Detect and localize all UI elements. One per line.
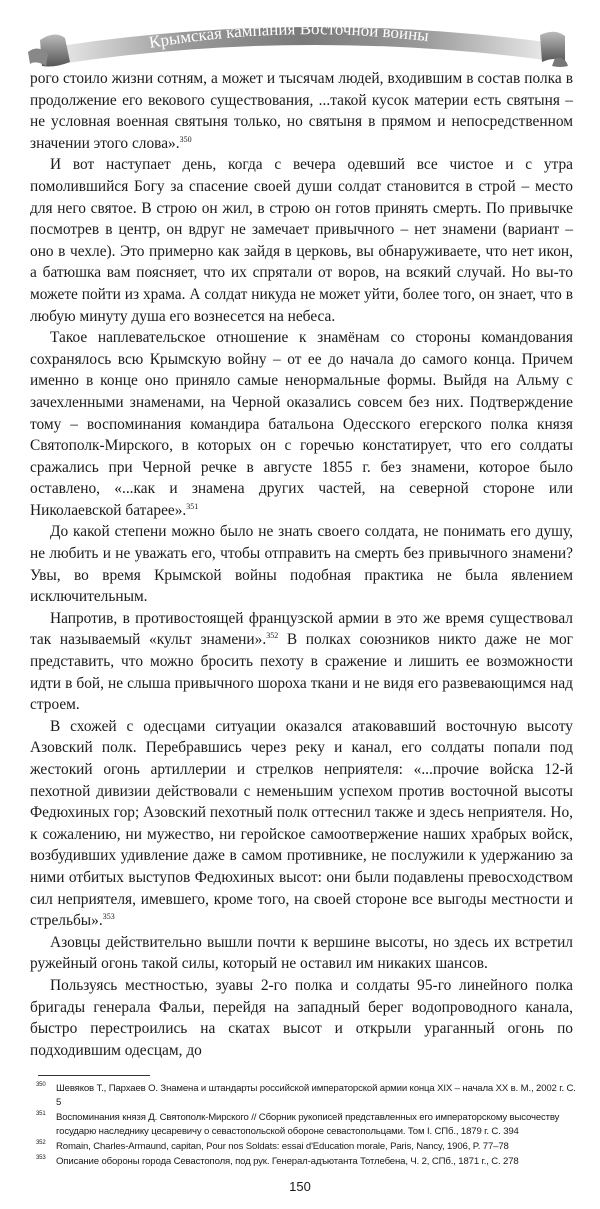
paragraph [30,154,573,327]
footnote [36,1140,576,1154]
paragraph-text: Пользуясь местностью, зуавы 2-го полка и солдаты 95-го линейного полка бригады генерала Фальи, перейдя на западный берег водопроводного канала, быстро перестроились на скатах высот и открыли ураганный огонь по подходившим одесцам, до [30,976,573,1059]
footnote [36,1082,576,1110]
paragraph [30,521,573,607]
paragraph-text: Азовцы действительно вышли почти к вершине высоты, но здесь их встретил ружейный огонь такой силы, который не оставил им никаких шансов. [30,933,573,973]
page-number: 150 [289,1179,311,1195]
footnotes [36,1082,576,1169]
footnote-reference[interactable]: 353 [102,912,115,922]
paragraph [30,716,573,932]
footnote-number: 350 [36,1082,46,1089]
footnote [36,1155,576,1169]
footnote-reference[interactable]: 351 [186,501,199,511]
paragraph-text: И вот наступает день, когда с вечера одевший все чистое и с утра помолившийся Богу за спасение своей души солдат становится в строй – место для него святое. В строю он жил, в строю он готов принять смерть. По привычке посмотрев в центр, он вдруг не замечает привычного – нет знамени (вариант – оно в чехле). Это примерно как зайдя в церковь, вы обнаруживаете, что нет икон, а батюшка вам поясняет, что их спрятали от воров, на всякий случай. Но вы-то можете пойти из храма. А солдат никуда не может уйти, более того, он знает, что в любую минуту душа его вознесется на небеса. [30,156,573,325]
footnote-reference[interactable]: 352 [266,631,279,641]
paragraph-text: В схожей с одесцами ситуации оказался атаковавший восточную высоту Азовский полк. Перебравшись через реку и канал, его солдаты попали под жестокий огонь артиллерии и стрелков неприятеля: «...прочие войска 12-й пехотной дивизии действовали с неменьшим успехом против восточной высоты Федюхиных гор; Азовский пехотный полк оттеснил также и здесь неприятеля. Но, к сожалению, ни мужество, ни геройское самоотвержение наших храбрых войск, возбудивших удивление даже в самом противнике, не послужили к удержанию за ними отбитых выступов Федюхиных высот: они были подавлены превосходством сил неприятеля, имевшего, кроме того, на своей стороне все выгоды местности и стрельбы». [30,717,573,930]
paragraph-text: В полках союзников никто даже не мог представить, что можно бросить пехоту в сражение и лишить ее возможности идти в бой, не слыша привычного шороха ткани и не видя его развевающимся над строем. [30,631,573,714]
footnote-text: Описание обороны города Севастополя, под рук. Генерал-адъютанта Тотлебена, Ч. 2, СПб., 1871 г., С. 278 [56,1156,519,1168]
paragraph-text: Такое наплевательское отношение к знамёнам со стороны командования сохранялось всю Крымскую войну – от ее до начала до самого конца. Причем именно в конце оно приняло самые ненормальные формы. Выйдя на Альму с зачехленными знаменами, на Черной оказались совсем без них. Подтверждение тому – воспоминания командира батальона Одесского егерского полка князя Святополк-Мирского, в которых он с горечью констатирует, что его солдаты сражались при Черной речке в августе 1855 г. без знамени, которое было оставлено, «...как и знамена других частей, на северной стороне или Николаевской батарее». [30,329,573,519]
paragraph [30,975,573,1061]
paragraph [30,327,573,521]
header-ribbon-banner [0,0,600,68]
footnote [36,1111,576,1139]
footnote-number: 351 [36,1111,46,1118]
footnote-text: Шевяков Т., Пархаев О. Знамена и штандарты российской императорской армии конца XIX – начала XX в. М., 2002 г. С. 5 [56,1083,576,1109]
footnote-text: Romain, Charles-Armaund, capitan, Pour nos Soldats: essai d'Education morale, Paris, Nancy, 1906, P. 77–78 [56,1141,509,1153]
footnote-number: 353 [36,1155,46,1162]
footnote-reference[interactable]: 350 [179,134,192,144]
paragraph-text: рого стоило жизни сотням, а может и тысячам людей, входившим в состав полка в продолжение его векового существования, ...такой кусок материи есть святыня – не условная военная святыня только, но святыня в прямом и непосредственном значении этого слова». [30,70,573,152]
footnote-text: Воспоминания князя Д. Святополк-Мирского // Сборник рукописей представленных его императорскому высочеству государю наследнику цесаревичу о севастопольской обороне севастопольцами. Том I. СПб., 1879 г. С. 394 [56,1112,560,1138]
paragraph [30,932,573,975]
footnote-divider [38,1075,150,1076]
paragraph-text: До какой степени можно было не знать своего солдата, не понимать его душу, не любить и не уважать его, чтобы отправить на смерть без привычного знамени? Увы, во время Крымской войны подобная практика не была явлением исключительным. [30,523,573,606]
body-text [30,68,573,1061]
running-header-title-text: Крымская кампания Восточной войны [147,19,430,52]
paragraph [30,608,573,716]
paragraph [30,68,573,154]
paragraph-text: Напротив, в противостоящей французской армии в это же время существовал так называемый «культ знамени». [30,609,573,649]
footnote-number: 352 [36,1140,46,1147]
